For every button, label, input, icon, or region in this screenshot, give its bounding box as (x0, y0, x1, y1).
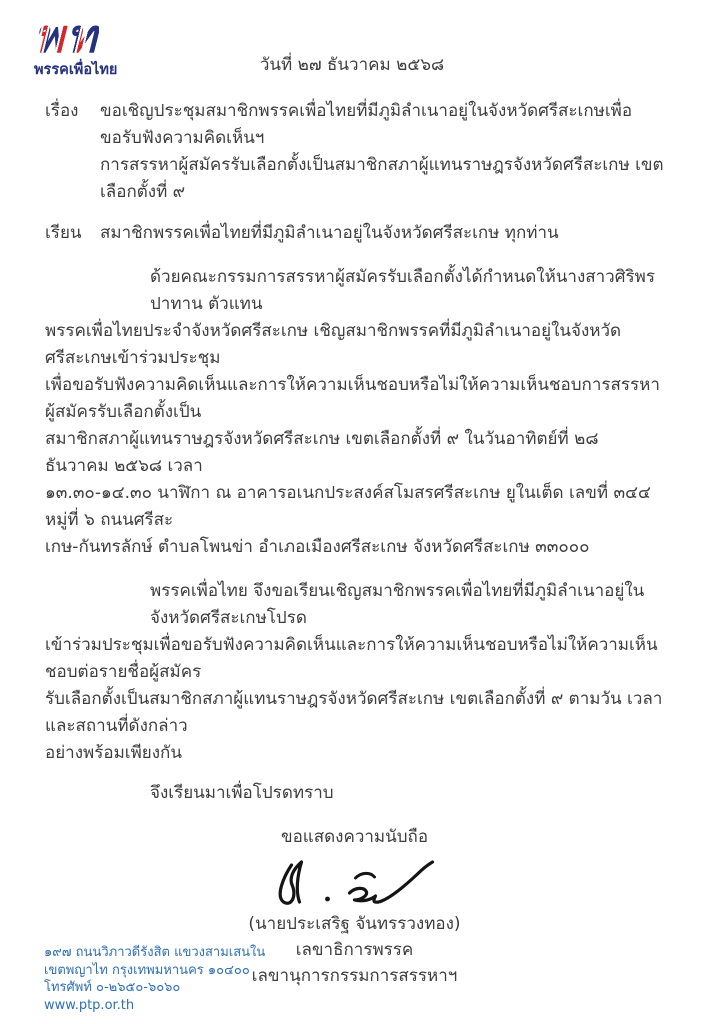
paragraph-line: เกษ-กันทรลักษ์ ตำบลโพนข่า อำเภอเมืองศรีสะเกษ จังหวัดศรีสะเกษ ๓๓๐๐๐ (45, 537, 590, 557)
subject-line: การสรรหาผู้สมัครรับเลือกตั้งเป็นสมาชิกสภาผู้แทนราษฎรจังหวัดศรีสะเกษ เขตเลือกตั้งที่ ๙ (100, 155, 664, 202)
signer-name: (นายประเสริฐ จันทรรวงทอง) (248, 914, 461, 934)
subject-line: ขอเชิญประชุมสมาชิกพรรคเพื่อไทยที่มีภูมิลำเนาอยู่ในจังหวัดศรีสะเกษเพื่อขอรับฟังความคิดเห็นฯ (100, 101, 633, 148)
signer-title-1: เลขาธิการพรรค (295, 940, 414, 960)
signature-handwriting (267, 853, 442, 909)
signer-title-2: เลขานุการกรรมการสรรหาฯ (251, 966, 458, 986)
party-logo (34, 9, 164, 79)
body-paragraph-1 (45, 264, 664, 561)
body-paragraph-2 (45, 578, 664, 767)
subject-row (45, 98, 664, 206)
to-value: สมาชิกพรรคเพื่อไทยที่มีภูมิลำเนาอยู่ในจังหวัดศรีสะเกษ ทุกท่าน (100, 223, 559, 243)
to-label: เรียน (45, 223, 82, 243)
closing-line: จึงเรียนมาเพื่อโปรดทราบ (150, 783, 334, 803)
footer-address-block (44, 944, 265, 1014)
date-line: วันที่ ๒๗ ธันวาคม ๒๕๖๘ (259, 55, 445, 75)
paragraph-line: พรรคเพื่อไทย จึงขอเรียนเชิญสมาชิกพรรคเพื่อไทยที่มีภูมิลำเนาอยู่ในจังหวัดศรีสะเกษโปรด (150, 581, 645, 628)
subject-text (100, 98, 664, 206)
footer-address-line-2: เขตพญาไท กรุงเทพมหานคร ๑๐๔๐๐ (44, 962, 250, 978)
to-row (45, 220, 664, 247)
party-logo-monogram: พท (34, 9, 99, 63)
footer-website: www.ptp.or.th (44, 997, 135, 1013)
letter-content (45, 98, 664, 989)
paragraph-line: สมาชิกสภาผู้แทนราษฎรจังหวัดศรีสะเกษ เขตเลือกตั้งที่ ๙ ในวันอาทิตย์ที่ ๒๘ ธันวาคม ๒๕๖๘ เวลา (45, 429, 599, 476)
paragraph-line: เข้าร่วมประชุมเพื่อขอรับฟังความคิดเห็นและการให้ความเห็นชอบหรือไม่ให้ความเห็นชอบต่อรายชื่อผู้สมัคร (45, 635, 658, 682)
paragraph-line: อย่างพร้อมเพียงกัน (45, 743, 182, 763)
paragraph-line: เพื่อขอรับฟังความคิดเห็นและการให้ความเห็นชอบหรือไม่ให้ความเห็นชอบการสรรหาผู้สมัครรับเลือกตั้งเป็น (45, 375, 660, 422)
footer-phone-line: โทรศัพท์ ๐-๒๖๕๐-๖๐๖๐ (44, 980, 181, 995)
paragraph-line: ๑๓.๓๐-๑๔.๓๐ นาฬิกา ณ อาคารอเนกประสงค์สโมสรศรีสะเกษ ยูในเต็ด เลขที่ ๓๔๔ หมู่ที่ ๖ ถนนศรีสะ (45, 483, 651, 530)
paragraph-line: พรรคเพื่อไทยประจำจังหวัดศรีสะเกษ เชิญสมาชิกพรรคที่มีภูมิลำเนาอยู่ในจังหวัดศรีสะเกษเข้าร่วมประชุม (45, 321, 622, 368)
footer-address-line-1: ๑๙๗ ถนนวิภาวดีรังสิต แขวงสามเสนใน (44, 945, 266, 960)
paragraph-line: รับเลือกตั้งเป็นสมาชิกสภาผู้แทนราษฎรจังหวัดศรีสะเกษ เขตเลือกตั้งที่ ๙ ตามวัน เวลา และสถานที่ดังกล่าว (45, 689, 663, 736)
paragraph-line: ด้วยคณะกรรมการสรรหาผู้สมัครรับเลือกตั้งได้กำหนดให้นางสาวศิริพร ปาทาน ตัวแทน (150, 267, 655, 314)
regards-line: ขอแสดงความนับถือ (280, 827, 429, 847)
subject-label: เรื่อง (45, 101, 79, 121)
party-logo-name: พรรคเพื่อไทย (34, 62, 118, 79)
